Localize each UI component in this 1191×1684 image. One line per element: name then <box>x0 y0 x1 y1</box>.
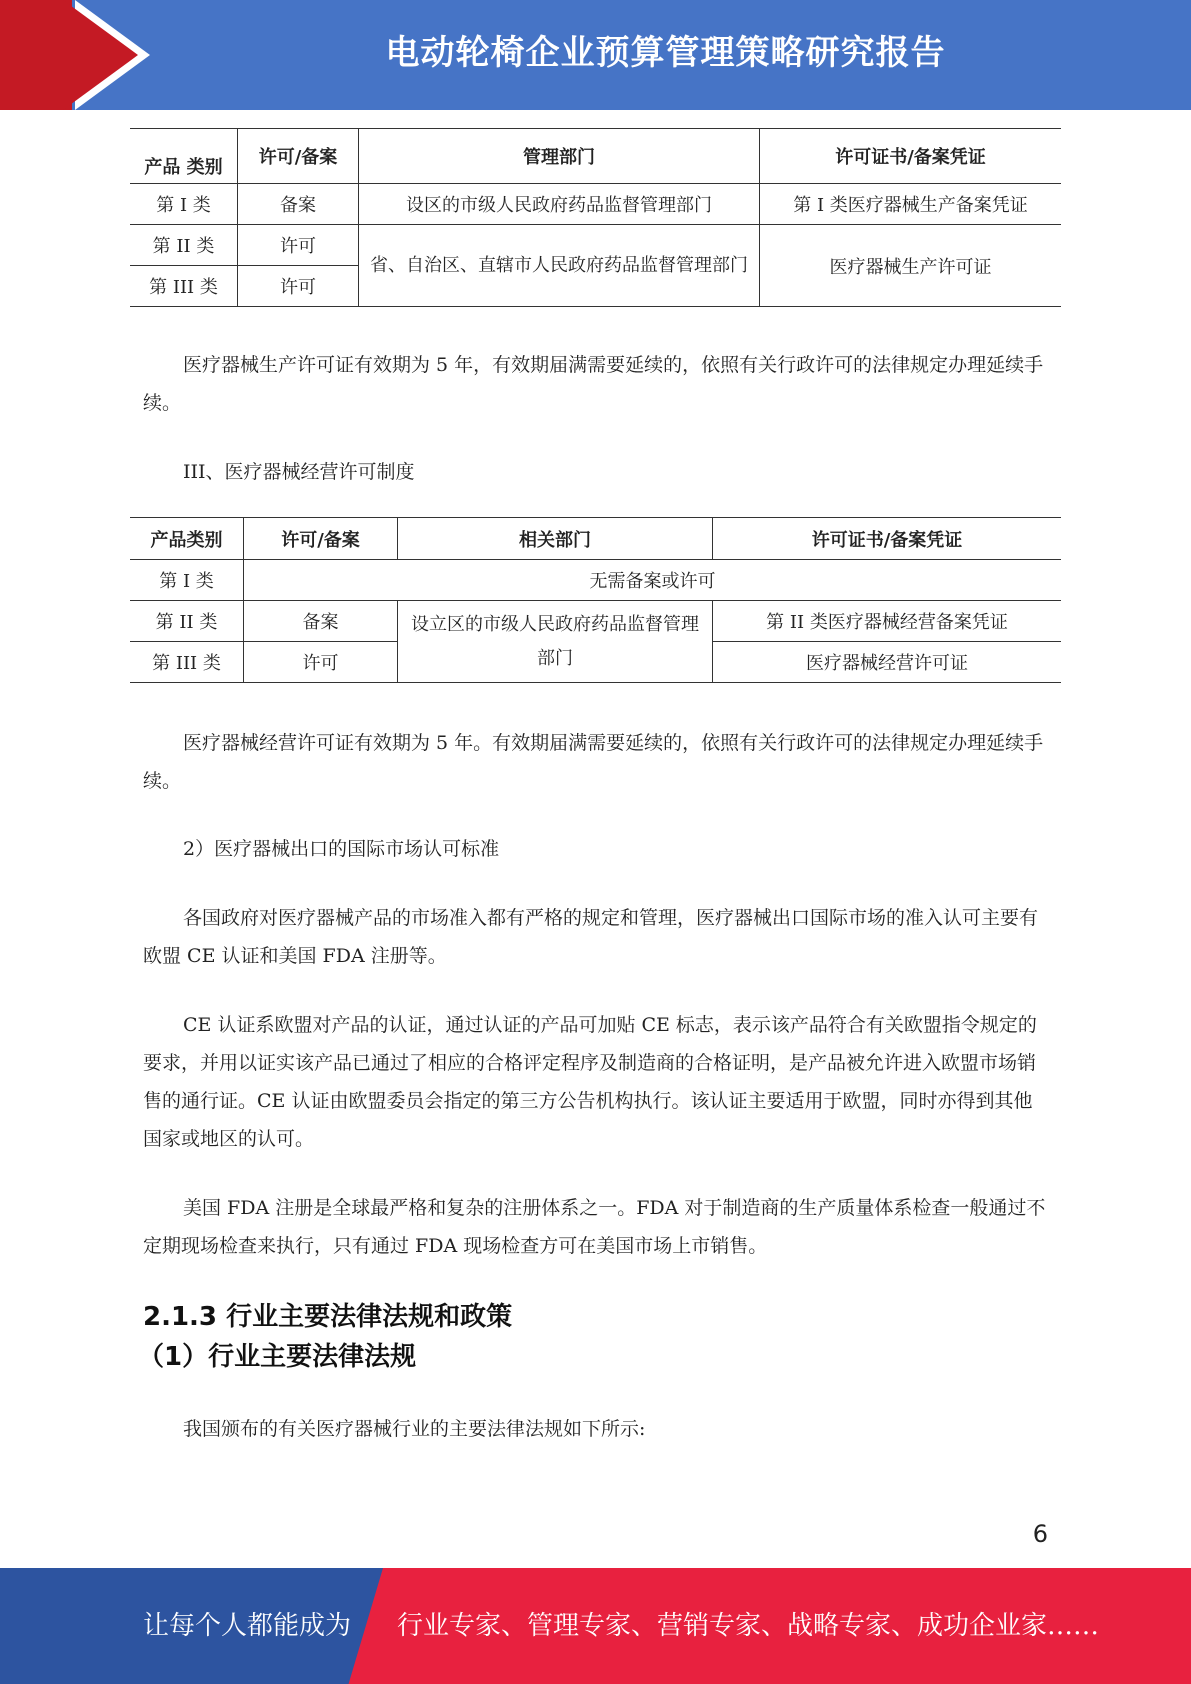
table-header-cell: 许可证书/备案凭证 <box>713 518 1062 560</box>
table-cell: 第 I 类医疗器械生产备案凭证 <box>760 184 1062 225</box>
table-cell: 第 II 类 <box>130 601 244 642</box>
table-row <box>130 225 1061 266</box>
subheading: III、医疗器械经营许可制度 <box>183 461 415 483</box>
table-cell: 设立区的市级人民政府药品监督管理部门 <box>398 601 713 683</box>
table-cell: 第 I 类 <box>130 560 244 601</box>
sub-heading: （1）行业主要法律法规 <box>138 1342 417 1372</box>
table-cell: 第 II 类 <box>130 225 238 266</box>
table-cell: 省、自治区、直辖市人民政府药品监督管理部门 <box>359 225 760 307</box>
table-cell: 第 II 类医疗器械经营备案凭证 <box>713 601 1062 642</box>
header-banner <box>0 0 1191 110</box>
table-cell: 第 I 类 <box>130 184 238 225</box>
table-row <box>130 560 1061 601</box>
footer-slogan-right: 行业专家、管理专家、营销专家、战略专家、成功企业家…… <box>397 1611 1100 1641</box>
footer-banner <box>0 1568 1191 1684</box>
table-cell: 医疗器械经营许可证 <box>713 642 1062 683</box>
paragraph: 各国政府对医疗器械产品的市场准入都有严格的规定和管理，医疗器械出口国际市场的准入认可主要有欧盟 CE 认证和美国 FDA 注册等。 <box>143 907 1039 967</box>
table-cell: 许可 <box>238 225 359 266</box>
paragraph: CE 认证系欧盟对产品的认证，通过认证的产品可加贴 CE 标志，表示该产品符合有关欧盟指令规定的要求，并用以证实该产品已通过了相应的合格评定程序及制造商的合格证明，是产品被允许进入欧盟市场销售的通行证。CE 认证由欧盟委员会指定的第三方公告机构执行。该认证主要适用于欧盟，同时亦得到其他国家或地区的认可。 <box>143 1014 1037 1150</box>
table-header-cell: 许可/备案 <box>244 518 398 560</box>
table-header-cell: 相关部门 <box>398 518 713 560</box>
paragraph: 医疗器械经营许可证有效期为 5 年。有效期届满需要延续的，依照有关行政许可的法律规定办理延续手续。 <box>143 732 1044 792</box>
table-cell: 许可 <box>244 642 398 683</box>
table-cell: 医疗器械生产许可证 <box>760 225 1062 307</box>
table-cell: 许可 <box>238 266 359 307</box>
table-cell: 第 III 类 <box>130 266 238 307</box>
footer-slogan-left: 让每个人都能成为 <box>143 1611 352 1641</box>
page-number: 6 <box>1032 1520 1048 1548</box>
table-row <box>130 601 1061 642</box>
table-cell: 无需备案或许可 <box>244 560 1062 601</box>
paragraph: 美国 FDA 注册是全球最严格和复杂的注册体系之一。FDA 对于制造商的生产质量体系检查一般通过不定期现场检查来执行，只有通过 FDA 现场检查方可在美国市场上市销售。 <box>143 1197 1046 1257</box>
table-cell: 第 III 类 <box>130 642 244 683</box>
table-cell: 设区的市级人民政府药品监督管理部门 <box>359 184 760 225</box>
section-heading: 2.1.3 行业主要法律法规和政策 <box>143 1302 513 1332</box>
table-header-cell: 产品 类别 <box>130 129 238 184</box>
subheading: 2）医疗器械出口的国际市场认可标准 <box>183 838 500 860</box>
table-header-cell: 许可证书/备案凭证 <box>760 129 1062 184</box>
report-title: 电动轮椅企业预算管理策略研究报告 <box>385 33 946 73</box>
table-header-cell: 产品类别 <box>130 518 244 560</box>
table-header-cell: 许可/备案 <box>238 129 359 184</box>
table-row <box>130 184 1061 225</box>
distribution-license-table <box>130 517 1061 683</box>
table-header-row <box>130 129 1061 184</box>
header-red-block <box>0 0 72 110</box>
table-header-cell: 管理部门 <box>359 129 760 184</box>
table-header-row <box>130 518 1061 560</box>
table-cell: 备案 <box>238 184 359 225</box>
header-chevron-red <box>63 0 138 110</box>
table-cell: 备案 <box>244 601 398 642</box>
production-license-table <box>130 128 1061 307</box>
paragraph: 我国颁布的有关医疗器械行业的主要法律法规如下所示: <box>183 1418 646 1440</box>
paragraph: 医疗器械生产许可证有效期为 5 年，有效期届满需要延续的，依照有关行政许可的法律规定办理延续手续。 <box>143 354 1044 414</box>
